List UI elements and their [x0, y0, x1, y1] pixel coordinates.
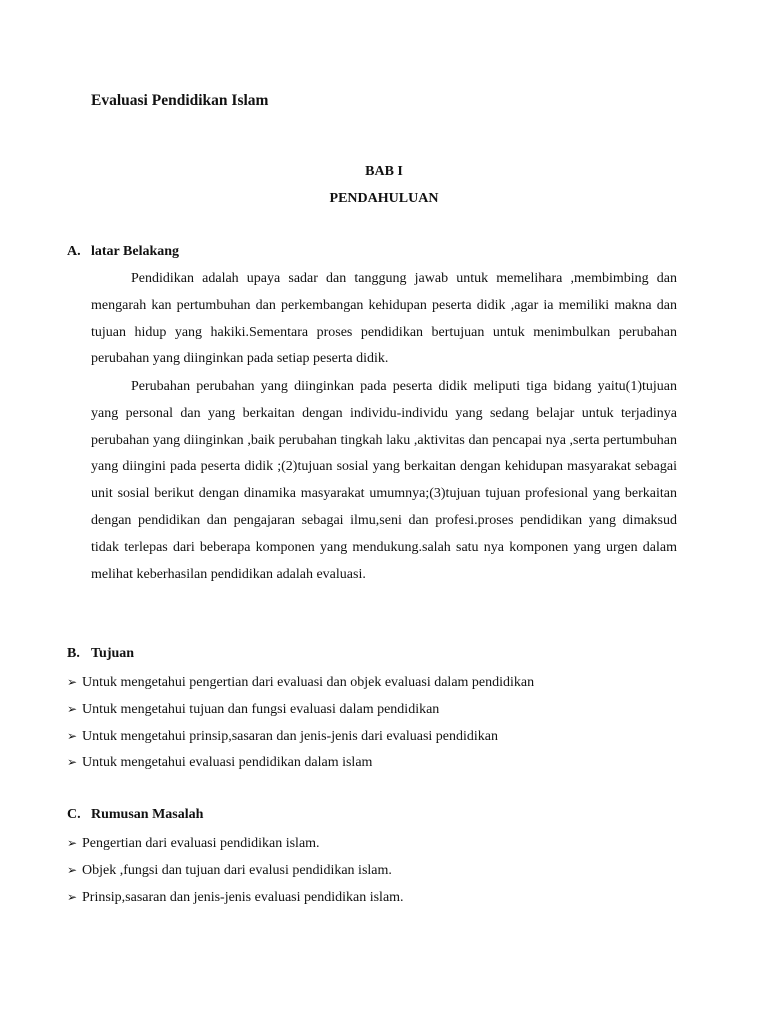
list-item	[67, 723, 534, 750]
background-paragraph-1: Pendidikan adalah upaya sadar dan tanggung jawab untuk memelihara ,membimbing dan mengarah kan pertumbuhan dan perkembangan kehidupan peserta didik ,agar ia memiliki makna dan tujuan hidup yang hakiki.Sementara proses pendidikan bertujuan untuk menimbulkan perubahan perubahan yang diinginkan pada setiap peserta didik.	[91, 271, 677, 367]
problem-formulation-list	[67, 830, 404, 910]
section-a-heading	[67, 244, 179, 260]
arrow-bullet-icon: ➢	[67, 889, 78, 904]
list-item-text: Untuk mengetahui prinsip,sasaran dan jenis-jenis dari evaluasi pendidikan	[82, 728, 499, 744]
list-item	[67, 884, 404, 911]
list-item	[67, 830, 404, 857]
objectives-list	[67, 669, 534, 776]
background-paragraph-2: Perubahan perubahan yang diinginkan pada peserta didik meliputi tiga bidang yaitu(1)tujuan yang personal dan yang berkaitan dengan individu-individu yang sedang belajar untuk terjadinya perubahan yang diinginkan ,baik perubahan tingkah laku ,aktivitas dan pencapai nya ,serta pertumbuhan yang diingini pada peserta didik ;(2)tujuan sosial yang berkaitan dengan kehidupan masyarakat sebagai unit sosial berikut dengan dinamika masyarakat umumnya;(3)tujuan tujuan profesional yang berkaitan dengan pendidikan dan pengajaran sebagai ilmu,seni dan profesi.proses pendidikan yang dimaksud tidak terlepas dari beberapa komponen yang mendukung.salah satu nya komponen yang urgen dalam melihat keberhasilan pendidikan adalah evaluasi.	[91, 379, 677, 582]
list-item-text: Objek ,fungsi dan tujuan dari evalusi pendidikan islam.	[82, 862, 392, 878]
arrow-bullet-icon: ➢	[67, 701, 78, 716]
chapter-title: PENDAHULUAN	[329, 191, 439, 206]
list-item-text: Prinsip,sasaran dan jenis-jenis evaluasi pendidikan islam.	[82, 889, 404, 905]
arrow-bullet-icon: ➢	[67, 755, 78, 770]
arrow-bullet-icon: ➢	[67, 836, 78, 850]
list-item-text: Pengertian dari evaluasi pendidikan islam.	[82, 836, 320, 851]
section-a-letter: A.	[67, 244, 81, 259]
section-a-title: latar Belakang	[91, 244, 180, 259]
list-item	[67, 669, 534, 696]
list-item-text: Untuk mengetahui pengertian dari evaluasi dan objek evaluasi dalam pendidikan	[82, 675, 535, 690]
section-b-heading	[67, 646, 134, 662]
list-item	[67, 749, 534, 776]
section-c-letter: C.	[67, 807, 81, 822]
list-item	[67, 696, 534, 723]
section-c-heading	[67, 807, 203, 823]
section-c-title: Rumusan Masalah	[91, 807, 204, 822]
list-item-text: Untuk mengetahui tujuan dan fungsi evaluasi dalam pendidikan	[82, 701, 440, 717]
chapter-number: BAB I	[365, 164, 403, 179]
arrow-bullet-icon: ➢	[67, 862, 78, 877]
list-item-text: Untuk mengetahui evaluasi pendidikan dalam islam	[82, 755, 373, 771]
list-item	[67, 857, 404, 884]
section-b-letter: B.	[67, 646, 80, 661]
arrow-bullet-icon: ➢	[67, 675, 78, 689]
document-title: Evaluasi Pendidikan Islam	[91, 92, 269, 109]
arrow-bullet-icon: ➢	[67, 728, 78, 743]
section-b-title: Tujuan	[91, 646, 135, 661]
